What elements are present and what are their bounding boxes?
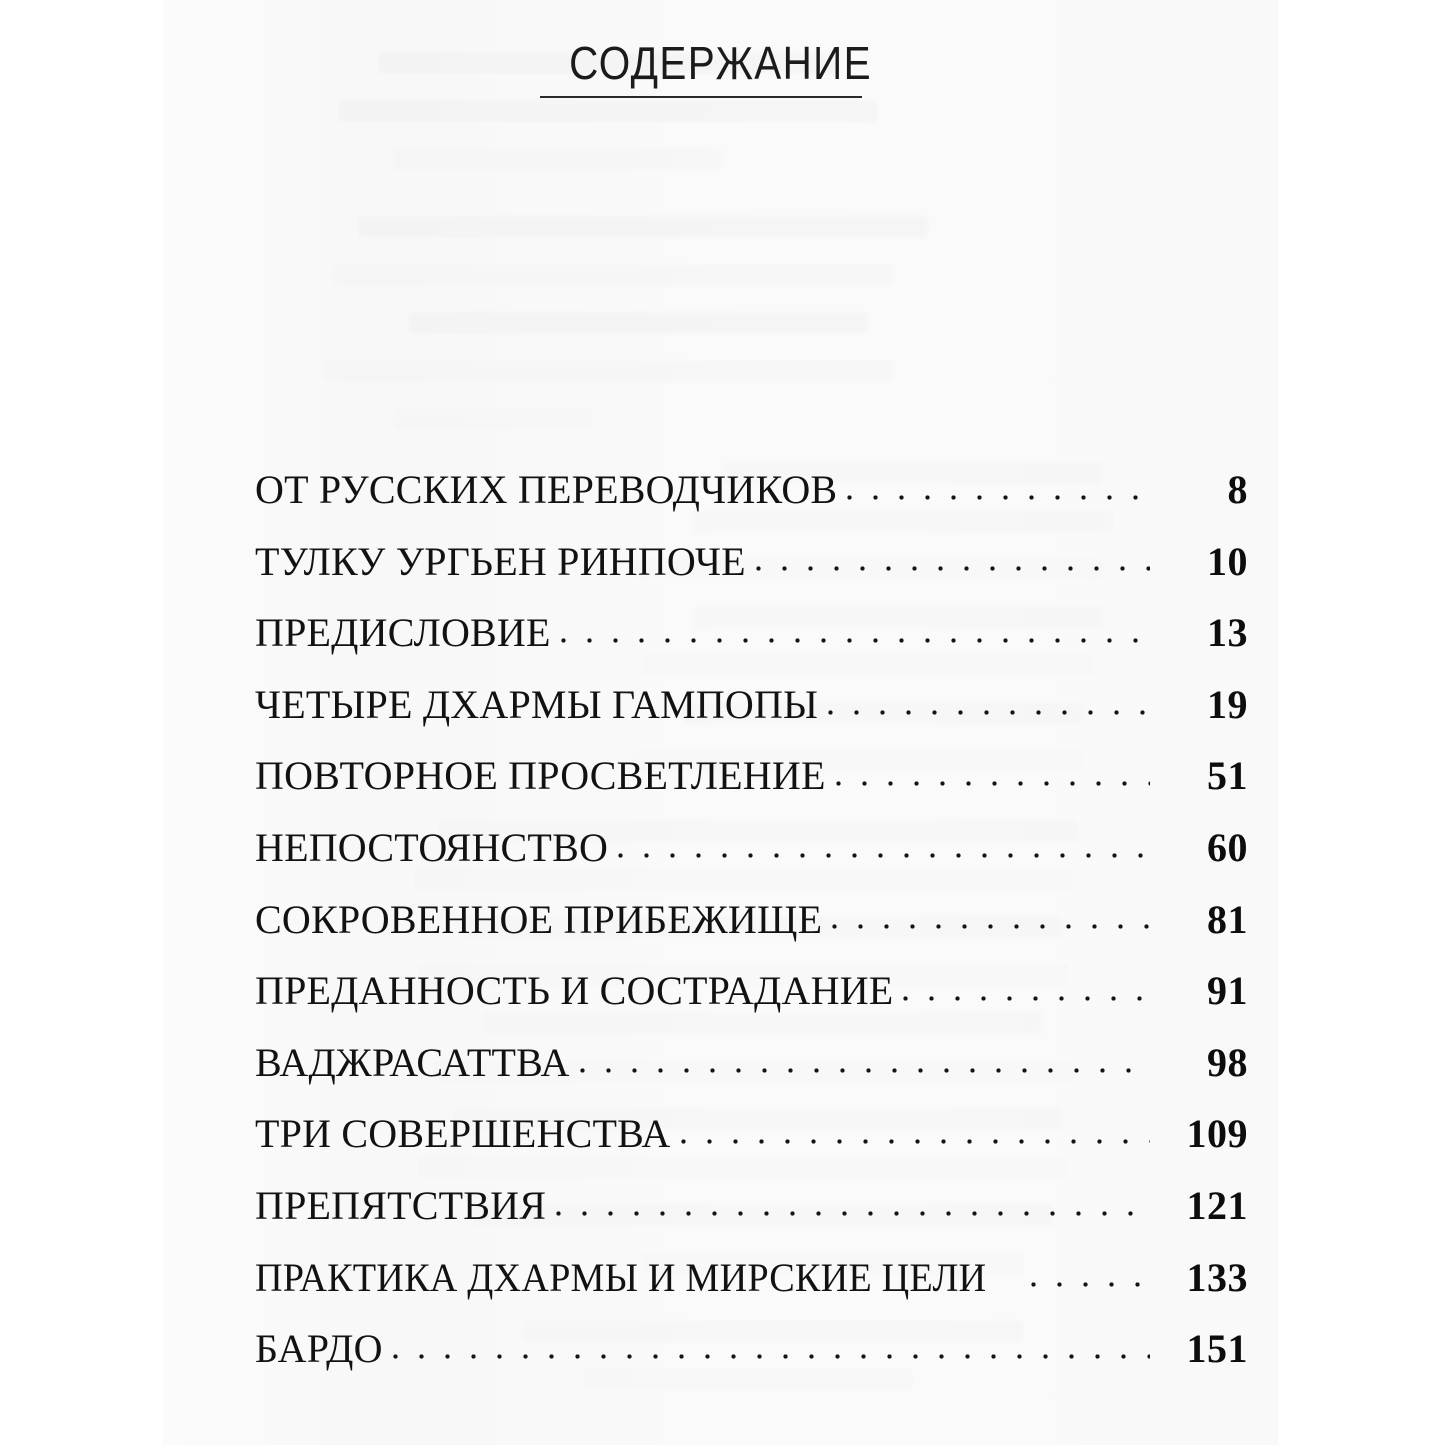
toc-entry[interactable] [255,824,1248,896]
toc-entry-page-number: 8 [1227,467,1248,512]
toc-entry-page-number: 91 [1207,968,1248,1014]
dot-leader [836,773,1150,789]
toc-entry-page-number: 133 [1186,1254,1248,1300]
toc-entry-label: ПРЕДИСЛОВИЕ [255,610,551,656]
toc-entry-label: ПРАКТИКА ДХАРМЫ И МИРСКИЕ ЦЕЛИ [255,1254,987,1300]
table-of-contents-list [255,466,1248,1397]
toc-entry-page-number: 151 [1186,1326,1248,1372]
dot-leader [556,1203,1150,1219]
dot-leader [618,845,1150,861]
toc-entry[interactable] [255,752,1248,824]
toc-entry[interactable] [255,1039,1248,1111]
dot-leader [1031,1275,1150,1291]
toc-entry[interactable] [255,538,1248,610]
toc-entry-page-number: 19 [1207,681,1248,727]
toc-entry[interactable] [255,681,1248,753]
toc-entry-label: ПРЕДАННОСТЬ И СОСТРАДАНИЕ [255,968,894,1014]
toc-entry[interactable] [255,1182,1248,1254]
dot-leader [832,917,1150,933]
toc-entry-label: ТРИ СОВЕРШЕНСТВА [255,1111,671,1157]
toc-entry-page-number: 13 [1207,610,1248,656]
toc-entry-page-number: 10 [1207,538,1248,584]
toc-entry-page-number: 60 [1207,824,1248,870]
toc-entry-label: ТУЛКУ УРГЬЕН РИНПОЧЕ [255,538,746,584]
toc-entry-label: ПОВТОРНОЕ ПРОСВЕТЛЕНИЕ [255,753,826,799]
toc-entry[interactable] [255,896,1248,968]
toc-entry[interactable] [255,1325,1248,1397]
toc-entry-label: ПРЕПЯТСТВИЯ [255,1182,547,1228]
toc-entry-label: ОТ РУССКИХ ПЕРЕВОДЧИКОВ [255,467,838,512]
toc-entry[interactable] [255,1254,1248,1326]
toc-entry-page-number: 51 [1207,753,1248,799]
toc-entry[interactable] [255,967,1248,1039]
toc-entry-page-number: 109 [1186,1111,1248,1157]
toc-entry-label: НЕПОСТОЯНСТВО [255,824,609,870]
toc-entry-label: ВАДЖРАСАТТВА [255,1039,570,1085]
toc-entry-label: БАРДО [255,1326,383,1372]
dot-leader [903,988,1150,1004]
toc-entry-page-number: 98 [1207,1039,1248,1085]
toc-entry[interactable] [255,1110,1248,1182]
toc-entry[interactable] [255,609,1248,681]
dot-leader [828,702,1150,718]
dot-leader [681,1131,1150,1147]
toc-entry-label: ЧЕТЫРЕ ДХАРМЫ ГАМПОПЫ [255,681,819,727]
dot-leader [756,559,1150,575]
page-title: СОДЕРЖАНИЕ [569,37,872,89]
toc-entry[interactable] [255,466,1248,538]
dot-leader [847,487,1150,503]
dot-leader [580,1060,1150,1076]
toc-entry-page-number: 121 [1186,1182,1248,1228]
title-underline-rule [540,96,862,98]
paper-surface [163,0,1278,1445]
dot-leader [393,1346,1150,1362]
toc-entry-label: СОКРОВЕННОЕ ПРИБЕЖИЩЕ [255,896,823,942]
dot-leader [561,630,1150,646]
toc-entry-page-number: 81 [1207,896,1248,942]
